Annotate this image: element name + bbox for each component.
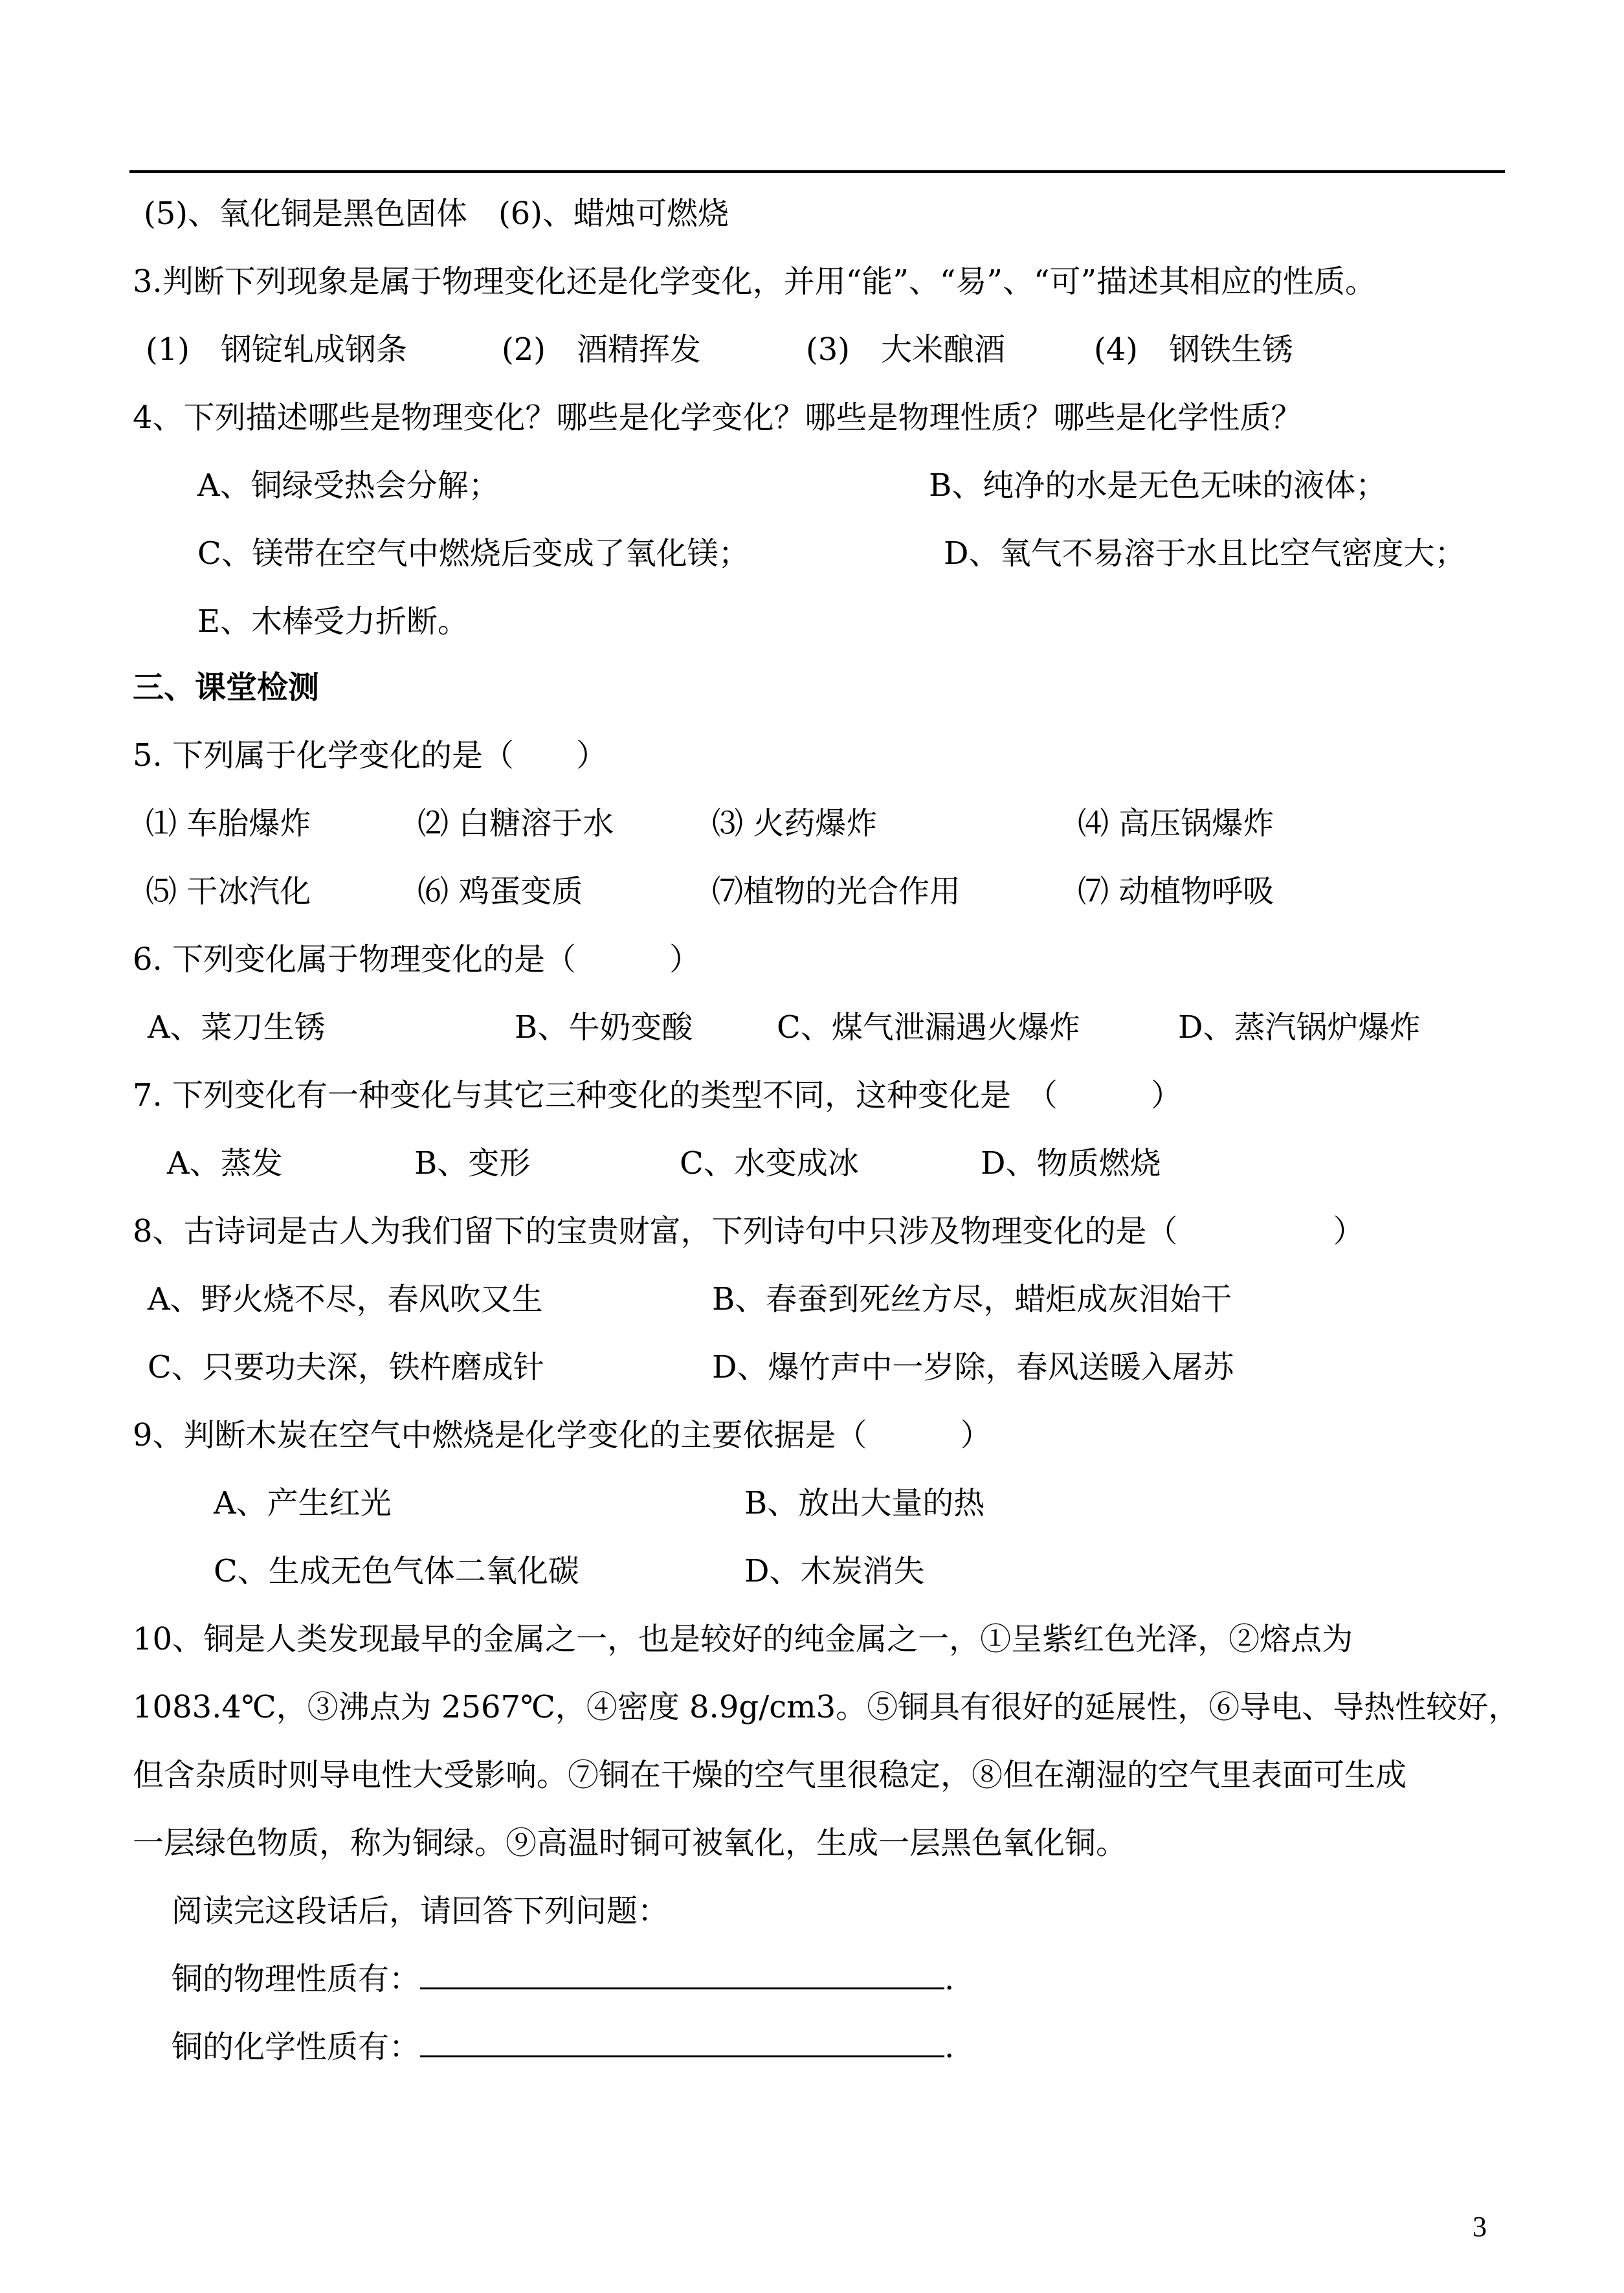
option-a: A、铜绿受热会分解；	[197, 467, 500, 504]
option-4: (4) 钢铁生锈	[1094, 331, 1293, 368]
question-7: 7. 下列变化有一种变化与其它三种变化的类型不同，这种变化是 （ ）	[133, 1077, 1183, 1113]
section-heading: 三、课堂检测	[133, 669, 320, 706]
option-1: ⑴ 车胎爆炸	[146, 805, 311, 842]
answer-row-physical	[172, 1960, 954, 1998]
option-5: ⑸ 干冰汽化	[146, 873, 311, 910]
option-d: D、蒸汽锅炉爆炸	[1178, 1009, 1421, 1046]
option-a: A、产生红光	[214, 1485, 392, 1521]
option-e: E、木棒受力折断。	[197, 603, 469, 640]
page-number: 3	[1473, 2211, 1487, 2243]
option-c: C、煤气泄漏遇火爆炸	[777, 1009, 1080, 1046]
option-d: D、木炭消失	[744, 1553, 925, 1589]
question-3: 3.判断下列现象是属于物理变化还是化学变化，并用“能”、“易”、“可”描述其相应的性质。	[133, 263, 1377, 300]
option-6: ⑹ 鸡蛋变质	[417, 873, 583, 910]
option-2: ⑵ 白糖溶于水	[417, 805, 614, 842]
option-b: B、春蚕到死丝方尽，蜡炬成灰泪始干	[712, 1281, 1232, 1317]
answer-row-chemical	[172, 2028, 954, 2066]
option-b: B、牛奶变酸	[515, 1009, 693, 1046]
question-9: 9、判断木炭在空气中燃烧是化学变化的主要依据是（ ）	[133, 1417, 992, 1453]
option-1: (1) 钢锭轧成钢条	[146, 331, 407, 368]
answer-period: .	[944, 1961, 955, 1997]
option-3: (3) 大米酿酒	[806, 331, 1005, 368]
answer-label: 铜的化学性质有：	[172, 2029, 421, 2065]
option-b: B、变形	[414, 1145, 531, 1181]
question-6: 6. 下列变化属于物理变化的是（ ）	[133, 941, 701, 978]
option-c: C、水变成冰	[680, 1145, 859, 1181]
question-10: 10、铜是人类发现最早的金属之一，也是较好的纯金属之一，①呈紫红色光泽，②熔点为	[133, 1621, 1353, 1657]
header-rule	[129, 170, 1505, 173]
option-a: A、蒸发	[167, 1145, 283, 1181]
option-a: A、野火烧不尽，春风吹又生	[148, 1281, 543, 1317]
option-b: B、放出大量的热	[744, 1485, 985, 1521]
answer-label: 铜的物理性质有：	[172, 1961, 421, 1997]
answer-blank[interactable]	[420, 2030, 944, 2057]
option-c: C、只要功夫深，铁杵磨成针	[148, 1349, 544, 1385]
question-4: 4、下列描述哪些是物理变化？哪些是化学变化？哪些是物理性质？哪些是化学性质？	[133, 399, 1302, 436]
option-c: C、镁带在空气中燃烧后变成了氧化镁；	[197, 535, 750, 572]
answer-blank[interactable]	[420, 1962, 944, 1989]
option-c: C、生成无色气体二氧化碳	[214, 1553, 579, 1589]
question-8: 8、古诗词是古人为我们留下的宝贵财富，下列诗句中只涉及物理变化的是（ ）	[133, 1213, 1364, 1249]
option-8: ⑺ 动植物呼吸	[1078, 873, 1274, 910]
instruction-text: 阅读完这段话后，请回答下列问题：	[172, 1893, 669, 1929]
paragraph-line: 一层绿色物质，称为铜绿。⑨高温时铜可被氧化，生成一层黑色氧化铜。	[133, 1825, 1128, 1861]
text-line: (5)、氧化铜是黑色固体 (6)、蜡烛可燃烧	[144, 196, 729, 232]
paragraph-line: 1083.4℃，③沸点为 2567℃，④密度 8.9g/cm3。⑤铜具有很好的延展性，⑥导电、导热性较好，	[133, 1689, 1520, 1725]
question-5: 5. 下列属于化学变化的是（ ）	[133, 737, 608, 774]
paragraph-line: 但含杂质时则导电性大受影响。⑦铜在干燥的空气里很稳定，⑧但在潮湿的空气里表面可生成	[133, 1757, 1407, 1793]
option-d: D、爆竹声中一岁除，春风送暖入屠苏	[712, 1349, 1234, 1385]
answer-period: .	[944, 2029, 955, 2065]
option-b: B、纯净的水是无色无味的液体；	[929, 467, 1387, 504]
option-d: D、氧气不易溶于水且比空气密度大；	[944, 535, 1466, 572]
option-2: (2) 酒精挥发	[502, 331, 701, 368]
option-a: A、菜刀生锈	[148, 1009, 326, 1046]
option-d: D、物质燃烧	[981, 1145, 1161, 1181]
option-4: ⑷ 高压锅爆炸	[1078, 805, 1274, 842]
option-3: ⑶ 火药爆炸	[712, 805, 878, 842]
option-7: ⑺植物的光合作用	[712, 873, 961, 910]
